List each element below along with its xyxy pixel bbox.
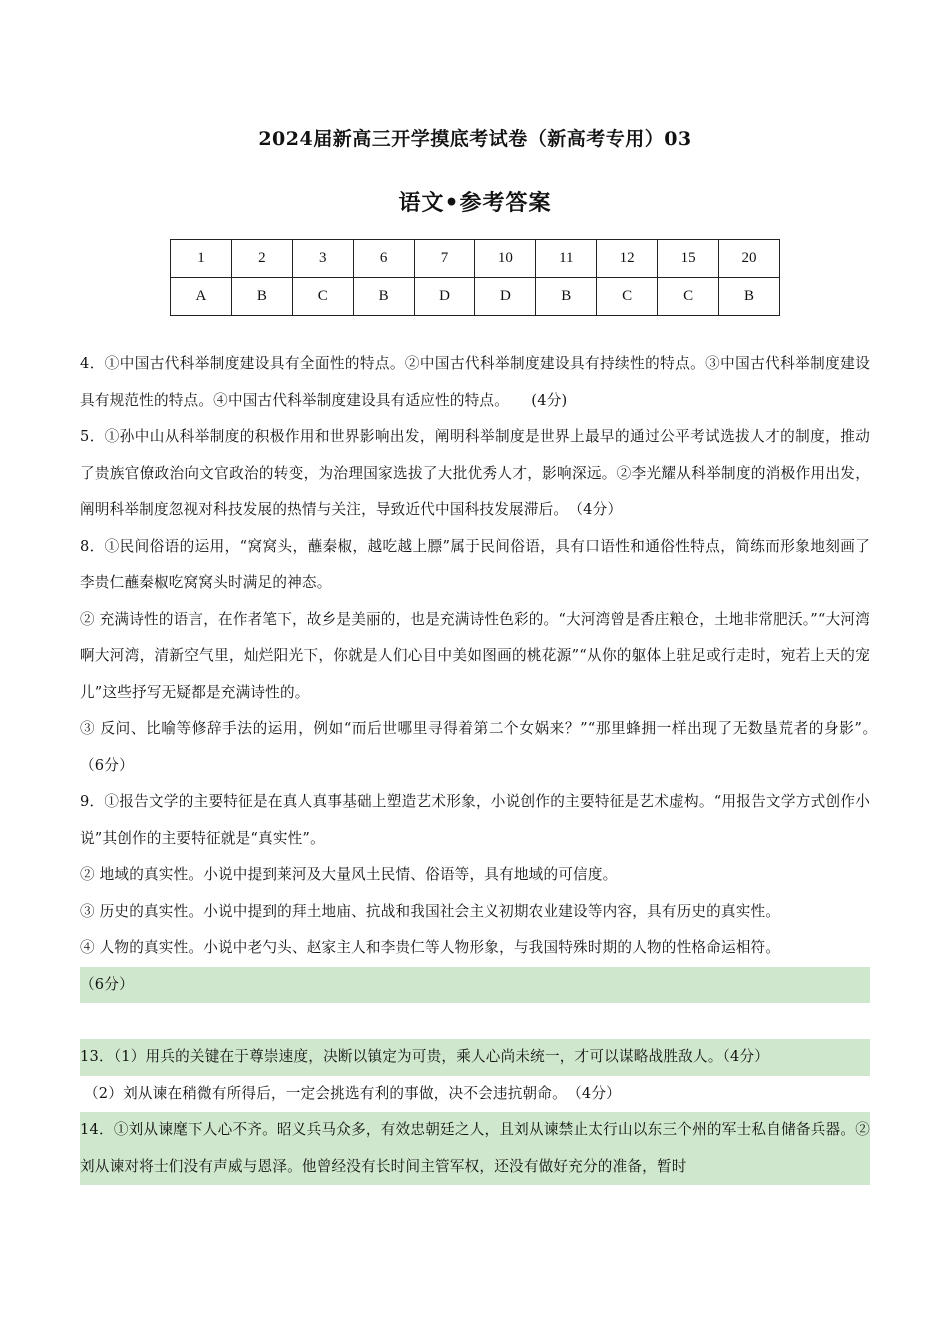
answer-letter-row — [171, 278, 780, 316]
answer-letter-cell: B — [719, 278, 780, 316]
question-number-cell: 3 — [292, 240, 353, 278]
answer-letter-cell: C — [658, 278, 719, 316]
question-number-cell: 6 — [353, 240, 414, 278]
document-title: 2024届新高三开学摸底考试卷（新高考专用）03 — [258, 128, 692, 150]
answer-key-table — [170, 239, 780, 316]
question-number-cell: 12 — [597, 240, 658, 278]
answer-letter-cell: B — [536, 278, 597, 316]
answer-letter-cell: D — [414, 278, 475, 316]
question-number-cell: 2 — [231, 240, 292, 278]
answer-letter-cell: B — [353, 278, 414, 316]
answer-q4: 4．①中国古代科举制度建设具有全面性的特点。②中国古代科举制度建设具有持续性的特点。③中国古代科举制度建设具有规范性的特点。④中国古代科举制度建设具有适应性的特点。 (4分) — [80, 355, 870, 409]
answer-letter-cell: A — [171, 278, 232, 316]
answer-q9-part2: ② 地域的真实性。小说中提到莱河及大量风土民情、俗语等，具有地域的可信度。 — [80, 866, 618, 883]
question-number-cell: 7 — [414, 240, 475, 278]
spacer — [80, 1003, 870, 1039]
question-number-cell: 15 — [658, 240, 719, 278]
question-number-cell: 10 — [475, 240, 536, 278]
answer-q8-part2: ② 充满诗性的语言，在作者笔下，故乡是美丽的，也是充满诗性色彩的。“大河湾曾是香庄粮仓，土地非常肥沃。”“大河湾啊大河湾，清新空气里，灿烂阳光下，你就是人们心目中美如图画的桃花源”“从你的躯体上驻足或行走时，宛若上天的宠儿”这些抒写无疑都是充满诗性的。 — [80, 610, 870, 701]
answer-letter-cell: B — [231, 278, 292, 316]
document-subtitle: 语文•参考答案 — [398, 190, 552, 216]
question-number-cell: 20 — [719, 240, 780, 278]
answer-q5: 5．①孙中山从科举制度的积极作用和世界影响出发，阐明科举制度是世界上最早的通过公平考试选拔人才的制度，推动了贵族官僚政治向文官政治的转变，为治理国家选拔了大批优秀人才，影响深远。②李光耀从科举制度的消极作用出发，阐明科举制度忽视对科技发展的热情与关注，导致近代中国科技发展滞后。 （4分） — [80, 428, 870, 518]
answer-letter-cell: D — [475, 278, 536, 316]
answer-q8-part3: ③ 反问、比喻等修辞手法的运用，例如“而后世哪里寻得着第二个女娲来？”“那里蜂拥一样出现了无数垦荒者的身影”。 （6分） — [80, 720, 885, 774]
answer-q13-part2: （2）刘从谏在稍微有所得后，一定会挑选有利的事做，决不会违抗朝命。 （4分） — [84, 1084, 621, 1102]
answer-letter-cell: C — [597, 278, 658, 316]
answer-q14: 14．①刘从谏麾下人心不齐。昭义兵马众多，有效忠朝廷之人，且刘从谏禁止太行山以东三个州的军士私自储备兵器。②刘从谏对将士们没有声威与恩泽。他曾经没有长时间主管军权，还没有做好充分的准备，暂时 — [80, 1112, 870, 1185]
answer-body — [80, 346, 885, 1185]
answer-q9-score: （6分） — [80, 967, 870, 1004]
answer-q9-part4: ④ 人物的真实性。小说中老勺头、赵家主人和李贵仁等人物形象，与我国特殊时期的人物的性格命运相符。 — [80, 939, 781, 956]
answer-q9-part3: ③ 历史的真实性。小说中提到的拜土地庙、抗战和我国社会主义初期农业建设等内容，具有历史的真实性。 — [80, 902, 781, 920]
answer-q9-part1: 9．①报告文学的主要特征是在真人真事基础上塑造艺术形象，小说创作的主要特征是艺术虚构。“用报告文学方式创作小说”其创作的主要特征就是“真实性”。 — [80, 793, 870, 847]
question-number-cell: 11 — [536, 240, 597, 278]
question-number-cell: 1 — [171, 240, 232, 278]
answer-q8-part1: 8．①民间俗语的运用，“窝窝头，蘸秦椒，越吃越上膘”属于民间俗语，具有口语性和通俗性特点，简练而形象地刻画了李贵仁蘸秦椒吃窝窝头时满足的神态。 — [80, 537, 870, 591]
answer-q13-part1: 13．（1）用兵的关键在于尊崇速度，决断以镇定为可贵，乘人心尚未统一，才可以谋略战胜敌人。（4分） — [80, 1039, 870, 1076]
answer-letter-cell: C — [292, 278, 353, 316]
question-number-row — [171, 240, 780, 278]
